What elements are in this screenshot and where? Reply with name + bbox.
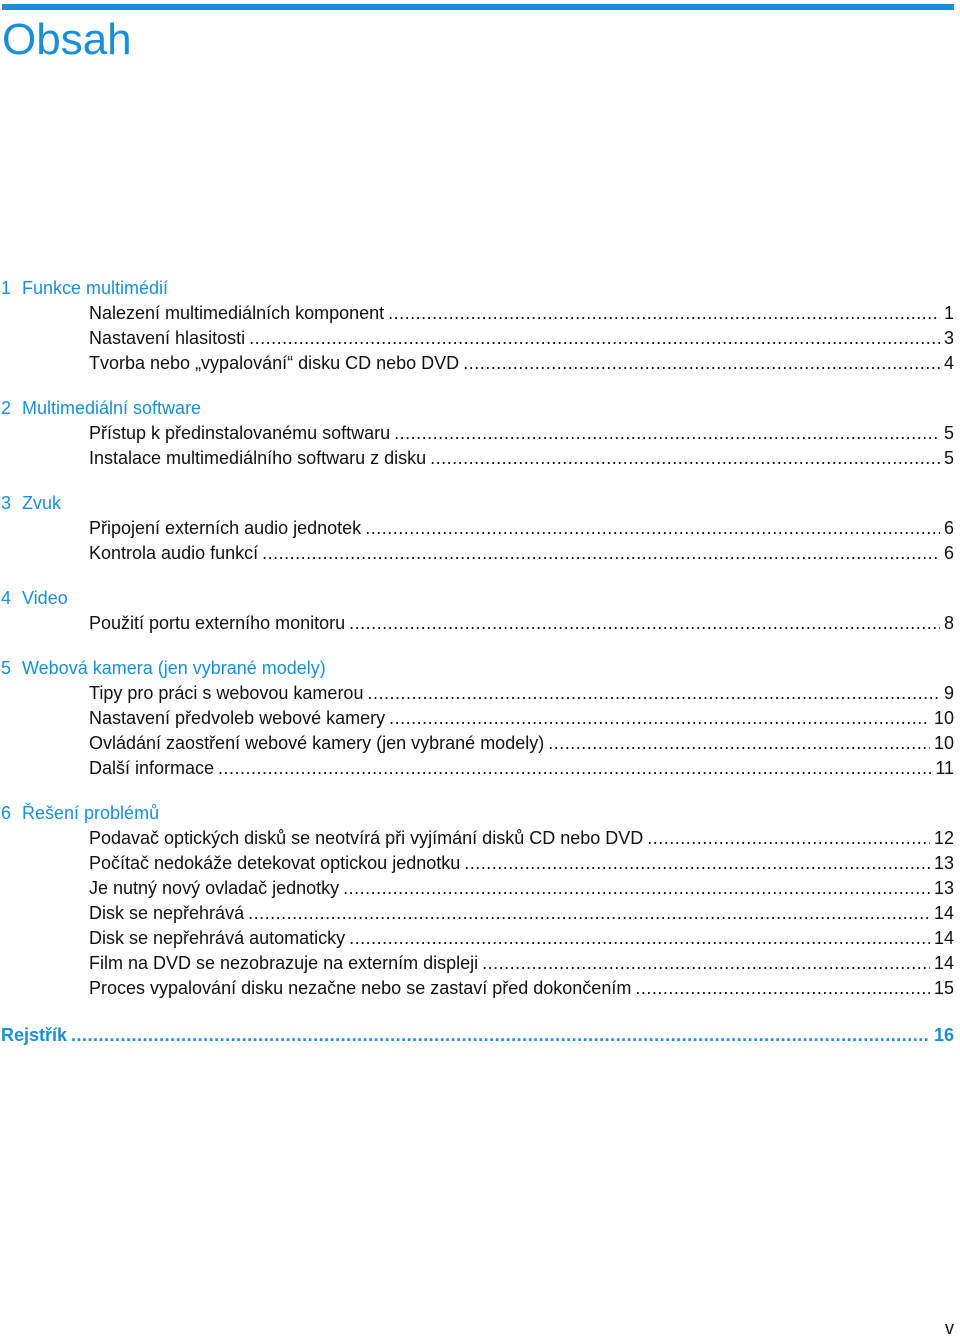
toc-entry-page: 8	[943, 613, 954, 633]
dot-leader	[262, 541, 940, 566]
toc-entry-page: 10	[933, 733, 954, 753]
toc-entry[interactable]	[0, 301, 954, 326]
toc-entry[interactable]	[0, 351, 954, 376]
toc-entry[interactable]	[0, 876, 954, 901]
toc-entry[interactable]	[0, 541, 954, 566]
toc-entry[interactable]	[0, 901, 954, 926]
chapter-title: Multimediální software	[22, 398, 202, 418]
toc-entry-page: 13	[933, 853, 954, 873]
toc-entry-label: Tvorba nebo „vypalování“ disku CD nebo DVD	[89, 353, 460, 373]
chapter-title: Zvuk	[22, 493, 62, 513]
toc-entry[interactable]	[0, 421, 954, 446]
chapter-heading[interactable]	[0, 395, 954, 421]
chapter-title: Video	[22, 588, 68, 608]
chapter-number: 3	[1, 493, 12, 513]
toc-entry-label: Přístup k předinstalovanému softwaru	[89, 423, 391, 443]
toc-entry[interactable]	[0, 446, 954, 471]
toc-entry-page: 14	[933, 903, 954, 923]
toc-entry-page: 11	[935, 758, 954, 778]
toc-entry-page: 15	[933, 978, 954, 998]
page-title: Obsah	[2, 15, 132, 64]
toc-entry-page: 10	[933, 708, 954, 728]
dot-leader	[349, 926, 930, 951]
toc-entry-label: Disk se nepřehrává automaticky	[89, 928, 346, 948]
toc-entry-label: Je nutný nový ovladač jednotky	[89, 878, 340, 898]
dot-leader	[394, 421, 940, 446]
toc-entry-label: Ovládání zaostření webové kamery (jen vybrané modely)	[89, 733, 545, 753]
chapter-title: Webová kamera (jen vybrané modely)	[22, 658, 326, 678]
toc-entry-page: 14	[933, 928, 954, 948]
index-page: 16	[933, 1025, 954, 1045]
toc-entry[interactable]	[0, 516, 954, 541]
chapter-heading[interactable]	[0, 275, 954, 301]
chapter-heading[interactable]	[0, 655, 954, 681]
chapter-number: 5	[1, 658, 12, 678]
chapter-number: 4	[1, 588, 12, 608]
chapter-3	[0, 490, 954, 566]
toc-entry[interactable]	[0, 926, 954, 951]
toc-entry-label: Kontrola audio funkcí	[89, 543, 259, 563]
toc-entry-page: 9	[943, 683, 954, 703]
toc-entry-page: 1	[943, 303, 954, 323]
toc-entry[interactable]	[0, 706, 954, 731]
chapter-heading[interactable]	[0, 800, 954, 826]
chapter-number: 6	[1, 803, 12, 823]
dot-leader	[548, 731, 930, 756]
dot-leader	[365, 516, 940, 541]
chapter-2	[0, 395, 954, 471]
toc-entry-label: Připojení externích audio jednotek	[89, 518, 362, 538]
dot-leader	[463, 351, 940, 376]
index-entry[interactable]	[0, 1022, 954, 1048]
chapter-title: Funkce multimédií	[22, 278, 169, 298]
toc-entry[interactable]	[0, 756, 954, 781]
toc-entry-label: Podavač optických disků se neotvírá při vyjímání disků CD nebo DVD	[89, 828, 644, 848]
toc-entry-label: Další informace	[89, 758, 215, 778]
chapter-1	[0, 275, 954, 376]
dot-leader	[349, 611, 940, 636]
toc-entry-label: Počítač nedokáže detekovat optickou jednotku	[89, 853, 461, 873]
chapter-6	[0, 800, 954, 1001]
toc-entry-page: 12	[933, 828, 954, 848]
toc-entry-label: Nastavení hlasitosti	[89, 328, 246, 348]
toc-entry-page: 5	[943, 448, 954, 468]
table-of-contents	[0, 275, 954, 1048]
toc-entry-page: 13	[933, 878, 954, 898]
dot-leader	[388, 301, 940, 326]
toc-entry-label: Disk se nepřehrává	[89, 903, 245, 923]
toc-entry-page: 5	[943, 423, 954, 443]
dot-leader	[430, 446, 940, 471]
toc-entry[interactable]	[0, 731, 954, 756]
chapter-number: 2	[1, 398, 12, 418]
chapter-4	[0, 585, 954, 636]
page-number: v	[945, 1318, 954, 1338]
toc-entry[interactable]	[0, 681, 954, 706]
toc-entry[interactable]	[0, 851, 954, 876]
index-label: Rejstřík	[1, 1025, 68, 1045]
toc-entry[interactable]	[0, 976, 954, 1001]
toc-entry-page: 6	[943, 543, 954, 563]
chapter-5	[0, 655, 954, 781]
dot-leader	[367, 681, 940, 706]
dot-leader	[464, 851, 930, 876]
chapter-title: Řešení problémů	[22, 803, 160, 823]
toc-entry-page: 3	[943, 328, 954, 348]
chapter-heading[interactable]	[0, 585, 954, 611]
toc-entry-label: Film na DVD se nezobrazuje na externím displeji	[89, 953, 479, 973]
toc-entry[interactable]	[0, 611, 954, 636]
toc-entry[interactable]	[0, 826, 954, 851]
dot-leader	[635, 976, 930, 1001]
toc-entry-label: Nastavení předvoleb webové kamery	[89, 708, 386, 728]
toc-entry[interactable]	[0, 951, 954, 976]
chapter-heading[interactable]	[0, 490, 954, 516]
dot-leader	[249, 326, 940, 351]
dot-leader	[647, 826, 930, 851]
dot-leader	[71, 1022, 930, 1048]
dot-leader	[218, 756, 931, 781]
toc-entry-label: Nalezení multimediálních komponent	[89, 303, 385, 323]
dot-leader	[343, 876, 930, 901]
toc-entry-label: Tipy pro práci s webovou kamerou	[89, 683, 364, 703]
top-rule	[2, 4, 954, 10]
toc-entry-page: 4	[943, 353, 954, 373]
toc-entry-label: Proces vypalování disku nezačne nebo se zastaví před dokončením	[89, 978, 632, 998]
toc-entry-page: 14	[933, 953, 954, 973]
toc-entry-label: Použití portu externího monitoru	[89, 613, 346, 633]
toc-entry-label: Instalace multimediálního softwaru z disku	[89, 448, 427, 468]
dot-leader	[389, 706, 930, 731]
dot-leader	[482, 951, 930, 976]
dot-leader	[248, 901, 930, 926]
toc-entry[interactable]	[0, 326, 954, 351]
chapter-number: 1	[1, 278, 12, 298]
toc-entry-page: 6	[943, 518, 954, 538]
